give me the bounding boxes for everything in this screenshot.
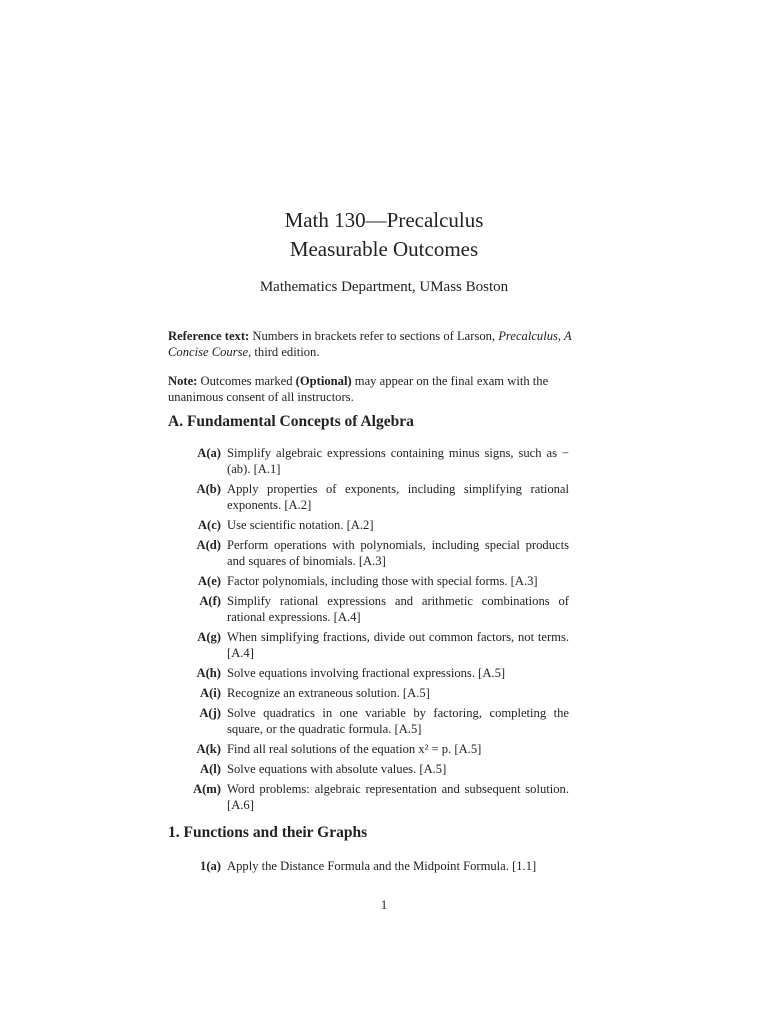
title-line-1: Math 130—Precalculus [284, 208, 484, 232]
author-line: Mathematics Department, UMass Boston [259, 279, 509, 295]
outcome-text: Factor polynomials, including those with special forms. [A.3] [227, 574, 538, 588]
reference-paragraph [168, 328, 602, 360]
outcome-code: A(a) [197, 446, 221, 460]
outcome-item [168, 741, 602, 757]
outcome-text: Find all real solutions of the equation x² = p. [A.5] [227, 742, 482, 756]
outcome-text: Word problems: algebraic representation and subsequent solution. [A.6] [227, 782, 569, 812]
outcome-item [168, 665, 602, 681]
section-heading-1: 1. Functions and their Graphs [168, 824, 368, 841]
outcome-text: When simplifying fractions, divide out common factors, not terms. [A.4] [227, 630, 569, 660]
outcome-text: Solve equations involving fractional expressions. [A.5] [227, 666, 506, 680]
outcome-list-a [168, 445, 602, 817]
outcome-code: A(m) [193, 782, 221, 796]
outcome-text: Simplify algebraic expressions containing minus signs, such as −(ab). [A.1] [227, 446, 569, 476]
outcome-code: A(b) [196, 482, 221, 496]
outcome-item [168, 685, 602, 701]
note-paragraph [168, 373, 602, 405]
outcome-code: A(l) [200, 762, 221, 776]
outcome-item [168, 705, 602, 737]
outcome-text: Use scientific notation. [A.2] [227, 518, 374, 532]
outcome-code: A(f) [199, 594, 221, 608]
note-label: Note: [168, 374, 198, 388]
outcome-list-1 [168, 858, 602, 878]
outcome-code: A(j) [199, 706, 221, 720]
reference-book-title: Precalculus, A Concise Course [168, 329, 572, 359]
outcome-item [168, 629, 602, 661]
outcome-text: Apply the Distance Formula and the Midpoint Formula. [1.1] [227, 859, 537, 873]
outcome-code: A(k) [196, 742, 221, 756]
outcome-text: Solve equations with absolute values. [A.5] [227, 762, 447, 776]
reference-text-1: Numbers in brackets refer to sections of Larson, [249, 329, 499, 343]
note-text-1: Outcomes marked [197, 374, 296, 388]
outcome-code: A(e) [197, 574, 221, 588]
outcome-code: A(g) [197, 630, 221, 644]
outcome-item [168, 593, 602, 625]
outcome-text: Solve quadratics in one variable by factoring, completing the square, or the quadratic formula. [A.5] [227, 706, 569, 736]
outcome-item [168, 517, 602, 533]
outcome-code: 1(a) [200, 859, 221, 873]
outcome-item [168, 445, 602, 477]
page-number: 1 [380, 898, 388, 912]
reference-text-2: , third edition. [248, 345, 320, 359]
reference-label: Reference text: [168, 329, 250, 343]
outcome-text: Simplify rational expressions and arithmetic combinations of rational expressions. [A.4] [227, 594, 569, 624]
outcome-item [168, 573, 602, 589]
document-title [0, 206, 768, 264]
outcome-item [168, 781, 602, 813]
outcome-code: A(i) [200, 686, 221, 700]
outcome-text: Perform operations with polynomials, including special products and squares of binomials. [A.3] [227, 538, 569, 568]
outcome-code: A(d) [196, 538, 221, 552]
title-line-2: Measurable Outcomes [289, 237, 479, 261]
section-heading-a: A. Fundamental Concepts of Algebra [168, 413, 414, 430]
outcome-item [168, 481, 602, 513]
outcome-item [168, 761, 602, 777]
outcome-text: Recognize an extraneous solution. [A.5] [227, 686, 430, 700]
optional-label: (Optional) [295, 374, 352, 388]
outcome-code: A(h) [196, 666, 221, 680]
outcome-item [168, 537, 602, 569]
outcome-code: A(c) [197, 518, 221, 532]
outcome-item [168, 858, 602, 874]
note-text-2: may appear on the final exam with the unanimous consent of all instructors. [168, 374, 549, 404]
outcome-text: Apply properties of exponents, including simplifying rational exponents. [A.2] [227, 482, 569, 512]
